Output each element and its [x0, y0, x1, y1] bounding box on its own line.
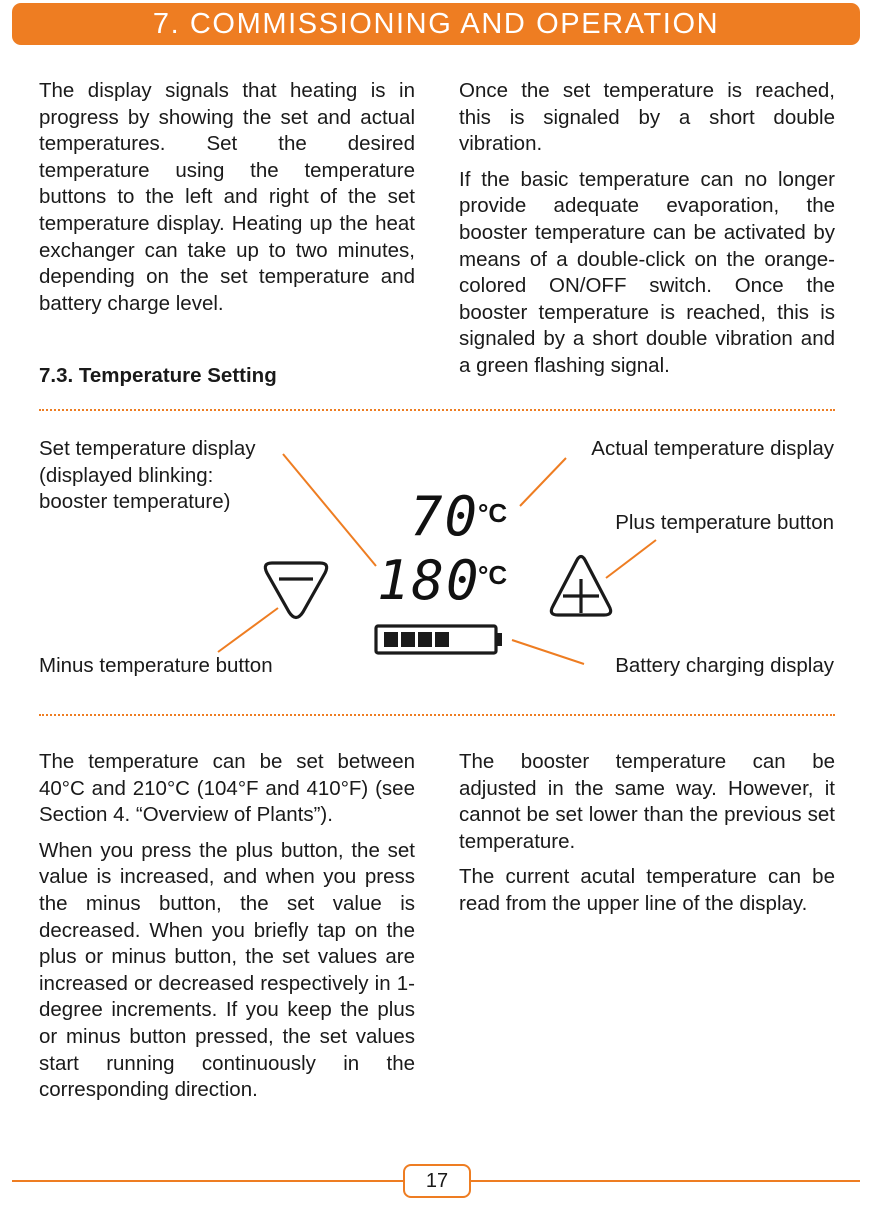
actual-temperature-readout: 70: [410, 485, 480, 548]
dotted-divider-top: [39, 409, 835, 411]
paragraph: The booster temperature can be adjusted in the same way. However, it cannot be set lower than the previous set temperature.: [459, 750, 835, 853]
intro-left-column: [39, 78, 415, 326]
leader-line-set-display: [283, 454, 376, 566]
section-title: 7. COMMISSIONING AND OPERATION: [152, 7, 720, 40]
leader-line-minus-button: [218, 608, 278, 652]
paragraph: The display signals that heating is in progress by showing the set and actual temperatures. Set the desired temperature using the temperature buttons to the left and right of the set temperature display. Heating up the heat exchanger can take up to two minutes, depending on the set temperature and battery charge level.: [39, 79, 415, 315]
battery-cell: [418, 632, 432, 647]
paragraph: Once the set temperature is reached, this is signaled by a short double vibration.: [459, 79, 835, 156]
leader-line-battery-display: [512, 640, 584, 664]
paragraph: The current acutal temperature can be read from the upper line of the display.: [459, 865, 835, 915]
battery-icon: [376, 626, 502, 653]
battery-cell: [384, 632, 398, 647]
label-minus-temperature-button: Minus temperature button: [39, 654, 273, 677]
actual-temperature-unit: °C: [478, 498, 508, 528]
paragraph: If the basic temperature can no longer provide adequate evaporation, the booster temperature can be activated by means of a double-click on the orange-colored ON/OFF switch. Once the booster temperature is reached, this is signaled by a short double vibration and a green flashing signal.: [459, 167, 835, 377]
section-title-banner: [12, 3, 860, 45]
footer-rule-right: [470, 1180, 860, 1182]
page-number: 17: [403, 1164, 471, 1198]
leader-line-plus-button: [606, 540, 656, 578]
label-plus-temperature-button: Plus temperature button: [615, 511, 834, 534]
footer-rule-left: [12, 1180, 404, 1182]
dotted-divider-bottom: [39, 714, 835, 716]
body-left-column: [39, 749, 415, 1113]
plus-button-icon: [551, 557, 610, 616]
intro-right-column: [459, 78, 835, 389]
display-diagram: [0, 418, 890, 708]
leader-line-actual-display: [520, 458, 566, 506]
battery-cell: [401, 632, 415, 647]
subsection-heading: 7.3. Temperature Setting: [39, 364, 277, 387]
set-temperature-readout: 180: [377, 549, 481, 612]
paragraph: The temperature can be set between 40°C and 210°C (104°F and 410°F) (see Section 4. “Overview of Plants”).: [39, 750, 415, 827]
paragraph: When you press the plus button, the set value is increased, and when you press the minus button, the set value is decreased. When you briefly tap on the plus or minus button, the set values are increased or decreased respectively in 1-degree increments. If you keep the plus or minus button pressed, the set values start running continuously in the corresponding direction.: [39, 838, 415, 1102]
label-battery-charging-display: Battery charging display: [615, 654, 834, 677]
label-actual-temperature-display: Actual temperature display: [591, 437, 834, 460]
set-temperature-unit: °C: [478, 560, 508, 590]
body-right-column: [459, 749, 835, 927]
battery-cell: [435, 632, 449, 647]
label-set-temperature-display: Set temperature display (displayed blinking: booster temperature): [39, 437, 256, 514]
